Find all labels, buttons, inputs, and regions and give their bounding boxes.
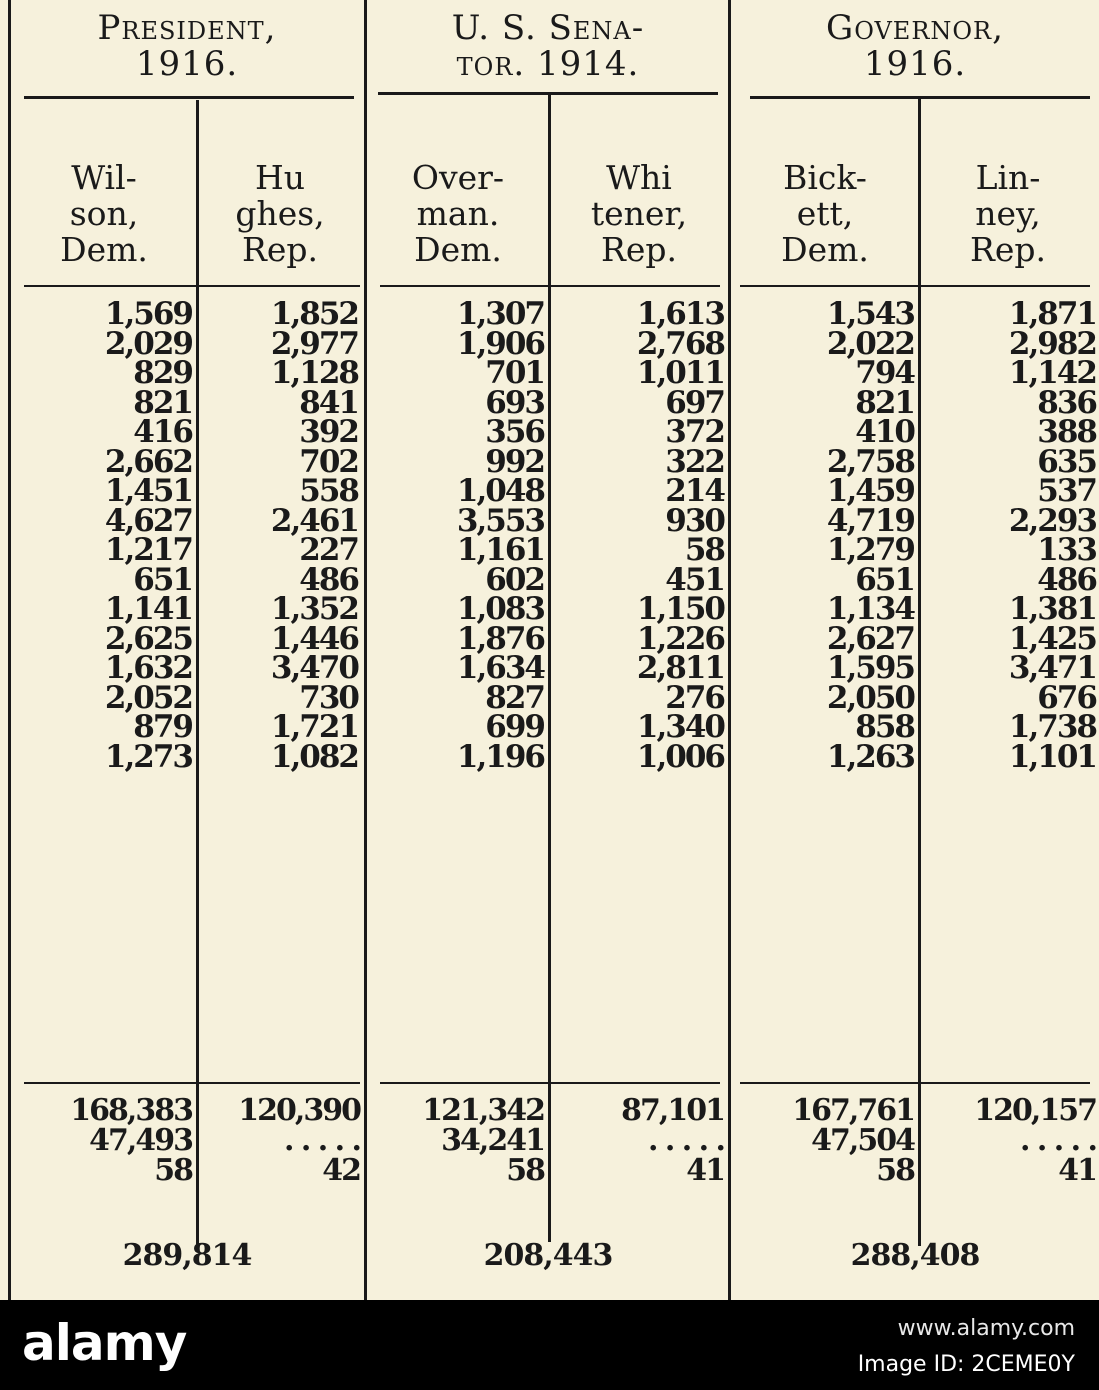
summary-cell: 87,101 (621, 1093, 724, 1128)
vote-cell: 1,161 (456, 532, 544, 568)
column-overman (368, 296, 544, 775)
rule-under-governor (750, 96, 1090, 99)
vote-cell: 699 (485, 709, 544, 745)
rule-above-summary-senator (380, 1082, 720, 1084)
watermark-url: www.alamy.com (897, 1316, 1075, 1341)
vote-cell: 1,011 (636, 355, 724, 391)
vote-cell: 392 (299, 414, 358, 450)
header-governor-line1: Governor, (826, 8, 1004, 48)
vote-cell: 1,196 (456, 738, 544, 775)
candidate-bickett-l2: ett, (796, 194, 854, 233)
summary-hughes (200, 1093, 360, 1188)
summary-cell: 47,493 (89, 1123, 192, 1158)
vote-cell: 1,128 (270, 355, 358, 391)
candidate-whitener-l1: Whi (606, 158, 672, 197)
vote-cell: 1,459 (826, 473, 914, 509)
vote-cell: 1,721 (270, 709, 358, 745)
vote-cell: 1,273 (104, 738, 192, 775)
vote-cell: 1,871 (1008, 296, 1096, 332)
vote-cell: 829 (133, 355, 192, 391)
vote-cell: 794 (855, 355, 914, 391)
candidate-bickett (734, 160, 916, 268)
candidate-linney-l2: ney, (975, 194, 1041, 233)
vote-cell: 1,543 (826, 296, 914, 332)
rule-under-senator-candidates (380, 285, 720, 287)
summary-whitener (552, 1093, 724, 1188)
rule-under-president-candidates (24, 285, 360, 287)
rule-president-senator (364, 0, 367, 1300)
vote-cell: 2,293 (1008, 502, 1096, 539)
vote-cell: 836 (1037, 384, 1096, 421)
candidate-overman-l2: man. (416, 194, 500, 233)
candidate-overman (370, 160, 546, 268)
summary-cell: 121,342 (422, 1093, 544, 1128)
vote-cell: 1,451 (104, 473, 192, 509)
vote-cell: 1,381 (1008, 591, 1096, 627)
vote-cell: 558 (299, 473, 358, 509)
summary-cell: . . . . . (284, 1123, 360, 1158)
vote-cell: 879 (133, 709, 192, 745)
vote-cell: 1,263 (826, 738, 914, 775)
vote-cell: 1,142 (1008, 355, 1096, 391)
vote-cell: 2,982 (1008, 325, 1096, 362)
rule-under-senator (378, 92, 718, 95)
vote-cell: 1,738 (1008, 709, 1096, 745)
vote-cell: 1,083 (456, 591, 544, 627)
summary-wilson (14, 1093, 192, 1188)
vote-cell: 693 (485, 384, 544, 421)
vote-cell: 1,134 (826, 591, 914, 627)
summary-cell: . . . . . (648, 1123, 724, 1158)
rule-overman-whitener (548, 92, 551, 1242)
vote-cell: 858 (855, 709, 914, 745)
vote-cell: 2,768 (636, 325, 724, 362)
header-president-line1: President, (97, 8, 277, 48)
header-president-line2: 1916. (135, 44, 239, 84)
vote-cell: 635 (1037, 443, 1096, 480)
vote-cell: 4,627 (104, 502, 192, 539)
vote-cell: 1,279 (826, 532, 914, 568)
vote-cell: 3,553 (456, 502, 544, 539)
vote-cell: 1,226 (636, 620, 724, 657)
vote-cell: 730 (299, 679, 358, 716)
vote-cell: 1,352 (270, 591, 358, 627)
vote-cell: 701 (485, 355, 544, 391)
vote-cell: 676 (1037, 679, 1096, 716)
header-senator-line1: U. S. Sena- (451, 8, 645, 48)
candidate-overman-party: Dem. (414, 230, 502, 269)
vote-cell: 2,461 (270, 502, 358, 539)
candidate-linney-l1: Lin- (975, 158, 1041, 197)
rule-above-summary-governor (740, 1082, 1090, 1084)
vote-cell: 58 (684, 532, 724, 568)
rule-under-governor-candidates (740, 285, 1090, 287)
column-linney (922, 296, 1096, 775)
vote-cell: 1,006 (636, 738, 724, 775)
vote-cell: 1,634 (456, 650, 544, 686)
vote-cell: 651 (855, 561, 914, 598)
vote-cell: 416 (133, 414, 192, 450)
stock-watermark-bar (0, 1300, 1099, 1390)
candidate-hughes-party: Rep. (242, 230, 318, 269)
vote-cell: 2,811 (636, 650, 724, 686)
candidate-hughes (200, 160, 360, 268)
summary-cell: 42 (322, 1153, 360, 1188)
vote-cell: 821 (855, 384, 914, 421)
summary-cell: . . . . . (1020, 1123, 1096, 1158)
rule-above-summary-president (24, 1082, 360, 1084)
column-hughes (200, 296, 358, 775)
candidate-whitener-party: Rep. (601, 230, 677, 269)
vote-cell: 2,662 (104, 443, 192, 480)
header-governor-line2: 1916. (863, 44, 967, 84)
vote-cell: 841 (299, 384, 358, 421)
candidate-hughes-l2: ghes, (235, 194, 325, 233)
vote-cell: 697 (665, 384, 724, 421)
vote-cell: 2,052 (104, 679, 192, 716)
rule-under-president (24, 96, 354, 99)
summary-cell: 41 (686, 1153, 724, 1188)
header-senator (370, 10, 726, 82)
vote-cell: 1,446 (270, 620, 358, 657)
alamy-logo: alamy (22, 1314, 187, 1372)
candidate-overman-l1: Over- (411, 158, 505, 197)
rule-left (8, 0, 11, 1300)
summary-cell: 41 (1058, 1153, 1096, 1188)
vote-cell: 1,425 (1008, 620, 1096, 657)
candidate-whitener (552, 160, 726, 268)
summary-cell: 58 (154, 1153, 192, 1188)
vote-cell: 227 (299, 532, 358, 568)
header-president (14, 10, 360, 82)
candidate-wilson (14, 160, 194, 268)
candidate-wilson-party: Dem. (60, 230, 148, 269)
vote-cell: 372 (665, 414, 724, 450)
rule-wilson-hughes (196, 100, 199, 1250)
vote-cell: 1,340 (636, 709, 724, 745)
candidate-linney-party: Rep. (970, 230, 1046, 269)
vote-cell: 537 (1037, 473, 1096, 509)
vote-cell: 2,022 (826, 325, 914, 362)
summary-cell: 120,157 (974, 1093, 1096, 1128)
vote-cell: 1,141 (104, 591, 192, 627)
candidate-bickett-party: Dem. (781, 230, 869, 269)
image-id: Image ID: 2CEME0Y (857, 1352, 1075, 1377)
vote-cell: 3,471 (1008, 650, 1096, 686)
vote-cell: 4,719 (826, 502, 914, 539)
vote-cell: 992 (485, 443, 544, 480)
vote-cell: 486 (299, 561, 358, 598)
vote-cell: 2,029 (104, 325, 192, 362)
vote-cell: 133 (1037, 532, 1096, 568)
candidate-linney (922, 160, 1094, 268)
vote-cell: 214 (665, 473, 724, 509)
summary-cell: 58 (876, 1153, 914, 1188)
summary-cell: 168,383 (70, 1093, 192, 1128)
column-whitener (552, 296, 724, 775)
vote-cell: 602 (485, 561, 544, 598)
vote-cell: 1,101 (1008, 738, 1096, 775)
rule-bickett-linney (918, 96, 921, 1246)
vote-cell: 827 (485, 679, 544, 716)
vote-cell: 486 (1037, 561, 1096, 598)
vote-cell: 2,050 (826, 679, 914, 716)
vote-cell: 322 (665, 443, 724, 480)
vote-cell: 356 (485, 414, 544, 450)
vote-cell: 3,470 (270, 650, 358, 686)
vote-cell: 1,632 (104, 650, 192, 686)
column-wilson (20, 296, 192, 775)
total-governor: 288,408 (850, 1238, 980, 1273)
vote-cell: 821 (133, 384, 192, 421)
summary-cell: 120,390 (238, 1093, 360, 1128)
candidate-wilson-l2: son, (69, 194, 139, 233)
summary-bickett (734, 1093, 914, 1188)
summary-cell: 167,761 (792, 1093, 914, 1128)
vote-cell: 276 (665, 679, 724, 716)
candidate-wilson-l1: Wil- (71, 158, 137, 197)
summary-cell: 34,241 (441, 1123, 544, 1158)
vote-cell: 1,852 (270, 296, 358, 332)
total-senator: 208,443 (483, 1238, 613, 1273)
header-senator-line2: tor. 1914. (456, 44, 640, 84)
vote-cell: 651 (133, 561, 192, 598)
vote-cell: 2,977 (270, 325, 358, 362)
summary-cell: 58 (506, 1153, 544, 1188)
vote-cell: 1,082 (270, 738, 358, 775)
vote-cell: 1,217 (104, 532, 192, 568)
vote-cell: 2,758 (826, 443, 914, 480)
candidate-hughes-l1: Hu (254, 158, 306, 197)
candidate-whitener-l2: tener, (590, 194, 688, 233)
vote-cell: 1,613 (636, 296, 724, 332)
header-governor (734, 10, 1096, 82)
column-bickett (734, 296, 914, 775)
vote-cell: 410 (855, 414, 914, 450)
vote-cell: 1,876 (456, 620, 544, 657)
total-president: 289,814 (122, 1238, 252, 1273)
candidate-bickett-l1: Bick- (783, 158, 867, 197)
vote-cell: 1,150 (636, 591, 724, 627)
vote-cell: 1,307 (456, 296, 544, 332)
vote-cell: 1,048 (456, 473, 544, 509)
vote-cell: 451 (665, 561, 724, 598)
vote-cell: 930 (665, 502, 724, 539)
rule-senator-governor (728, 0, 731, 1300)
vote-cell: 1,595 (826, 650, 914, 686)
vote-cell: 388 (1037, 414, 1096, 450)
summary-overman (368, 1093, 544, 1188)
vote-cell: 1,906 (456, 325, 544, 362)
summary-cell: 47,504 (811, 1123, 914, 1158)
summary-linney (922, 1093, 1096, 1188)
vote-cell: 702 (299, 443, 358, 480)
vote-cell: 2,627 (826, 620, 914, 657)
vote-cell: 2,625 (104, 620, 192, 657)
vote-cell: 1,569 (104, 296, 192, 332)
